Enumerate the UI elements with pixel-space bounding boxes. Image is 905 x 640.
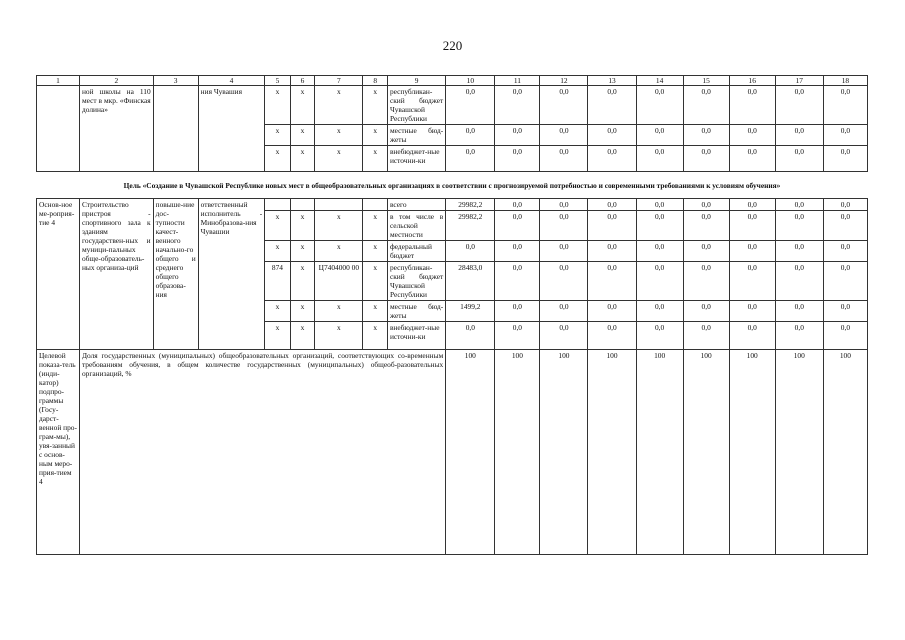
value-cell: 0,0 — [636, 301, 683, 322]
code-cell: x — [315, 146, 363, 172]
code-cell: x — [315, 211, 363, 241]
value-cell: 0,0 — [636, 322, 683, 350]
value-cell: 29982,2 — [446, 199, 495, 211]
value-cell: 0,0 — [588, 86, 636, 125]
code-cell: x — [315, 86, 363, 125]
value-cell: 0,0 — [446, 86, 495, 125]
code-cell: 874 — [265, 262, 291, 301]
code-cell: x — [363, 146, 388, 172]
value-cell: 0,0 — [683, 125, 729, 146]
value-cell: 100 — [823, 350, 867, 555]
value-cell: 0,0 — [683, 322, 729, 350]
header-cell: 14 — [636, 76, 683, 86]
indicator-row — [37, 350, 868, 555]
value-cell: 0,0 — [775, 241, 823, 262]
value-cell: 0,0 — [775, 211, 823, 241]
executor-cell: ответственный исполнитель - Минобразова-ния Чувашии — [198, 199, 265, 350]
value-cell: 0,0 — [823, 146, 867, 172]
table-row — [37, 86, 868, 125]
header-cell: 6 — [290, 76, 315, 86]
value-cell: 100 — [446, 350, 495, 555]
header-cell: 18 — [823, 76, 867, 86]
code-cell — [315, 199, 363, 211]
value-cell: 29982,2 — [446, 211, 495, 241]
value-cell: 0,0 — [823, 199, 867, 211]
code-cell: x — [290, 125, 315, 146]
value-cell: 0,0 — [729, 301, 775, 322]
value-cell: 0,0 — [729, 199, 775, 211]
value-cell: 0,0 — [540, 322, 588, 350]
value-cell: 0,0 — [775, 322, 823, 350]
value-cell: 0,0 — [588, 199, 636, 211]
value-cell: 1499,2 — [446, 301, 495, 322]
code-cell — [265, 199, 291, 211]
indicator-text: Доля государственных (муниципальных) общеобразовательных организаций, соответствующих со-временным требованиям обучения, в общем количестве государственных (муниципальных) общеоб-разовательных организаций, % — [79, 350, 445, 555]
goal-cell — [153, 86, 198, 172]
goal-cell: повыше-ние дос-тупности качест-венного начально-го общего и среднего общего образова-ния — [153, 199, 198, 350]
header-cell: 11 — [495, 76, 540, 86]
value-cell: 0,0 — [540, 211, 588, 241]
value-cell: 0,0 — [823, 211, 867, 241]
value-cell: 0,0 — [495, 211, 540, 241]
value-cell: 0,0 — [446, 125, 495, 146]
code-cell: x — [290, 322, 315, 350]
value-cell: 100 — [495, 350, 540, 555]
value-cell: 0,0 — [446, 322, 495, 350]
header-cell: 2 — [79, 76, 153, 86]
value-cell: 0,0 — [636, 211, 683, 241]
header-cell: 1 — [37, 76, 80, 86]
value-cell: 0,0 — [729, 241, 775, 262]
value-cell: 100 — [683, 350, 729, 555]
value-cell: 0,0 — [636, 146, 683, 172]
source-cell: внебюджет-ные источни-ки — [387, 146, 445, 172]
code-cell: x — [315, 125, 363, 146]
code-cell: x — [363, 301, 388, 322]
value-cell: 100 — [636, 350, 683, 555]
header-cell: 13 — [588, 76, 636, 86]
value-cell: 0,0 — [775, 199, 823, 211]
value-cell: 28483,0 — [446, 262, 495, 301]
header-row — [37, 76, 868, 86]
value-cell: 0,0 — [495, 199, 540, 211]
value-cell: 0,0 — [588, 125, 636, 146]
value-cell: 0,0 — [588, 301, 636, 322]
value-cell: 0,0 — [588, 241, 636, 262]
executor-cell: ния Чувашия — [198, 86, 265, 172]
source-cell: республикан-ский бюджет Чувашской Республики — [387, 86, 445, 125]
value-cell: 0,0 — [540, 125, 588, 146]
value-cell: 0,0 — [683, 199, 729, 211]
source-cell: всего — [387, 199, 445, 211]
code-cell: x — [315, 241, 363, 262]
code-cell: x — [363, 86, 388, 125]
value-cell: 0,0 — [540, 241, 588, 262]
code-cell: Ц7404000 00 — [315, 262, 363, 301]
value-cell: 0,0 — [729, 322, 775, 350]
value-cell: 0,0 — [729, 125, 775, 146]
value-cell: 0,0 — [823, 241, 867, 262]
header-cell: 5 — [265, 76, 291, 86]
value-cell: 0,0 — [683, 301, 729, 322]
value-cell: 0,0 — [588, 322, 636, 350]
value-cell: 0,0 — [495, 262, 540, 301]
code-cell: x — [315, 301, 363, 322]
code-cell: x — [265, 241, 291, 262]
value-cell: 0,0 — [446, 146, 495, 172]
budget-table — [36, 75, 868, 555]
measure-name: ной школы на 110 мест в мкр. «Финская долина» — [79, 86, 153, 172]
value-cell: 0,0 — [495, 146, 540, 172]
code-cell: x — [265, 125, 291, 146]
value-cell: 100 — [588, 350, 636, 555]
code-cell: x — [265, 322, 291, 350]
value-cell: 100 — [540, 350, 588, 555]
value-cell: 0,0 — [729, 86, 775, 125]
value-cell: 100 — [775, 350, 823, 555]
code-cell: x — [265, 86, 291, 125]
value-cell: 0,0 — [775, 262, 823, 301]
table-row — [37, 199, 868, 211]
value-cell: 0,0 — [588, 262, 636, 301]
value-cell: 0,0 — [495, 241, 540, 262]
source-cell: федеральный бюджет — [387, 241, 445, 262]
code-cell: x — [363, 322, 388, 350]
measure-name: Строительство пристроя - спортивного зала к зданиям государствен-ных и муници-пальных обще-образователь-ных организа-ций — [79, 199, 153, 350]
header-cell: 12 — [540, 76, 588, 86]
value-cell: 0,0 — [775, 146, 823, 172]
header-cell: 9 — [387, 76, 445, 86]
code-cell: x — [265, 301, 291, 322]
value-cell: 0,0 — [540, 199, 588, 211]
source-cell: местные бюд-жеты — [387, 301, 445, 322]
value-cell: 0,0 — [823, 322, 867, 350]
value-cell: 0,0 — [775, 125, 823, 146]
value-cell: 0,0 — [636, 86, 683, 125]
measure-cell — [37, 86, 80, 172]
code-cell: x — [363, 125, 388, 146]
code-cell — [290, 199, 315, 211]
value-cell: 0,0 — [636, 241, 683, 262]
code-cell — [363, 199, 388, 211]
goal-row — [37, 172, 868, 199]
value-cell: 0,0 — [495, 301, 540, 322]
value-cell: 100 — [729, 350, 775, 555]
value-cell: 0,0 — [729, 262, 775, 301]
code-cell: x — [290, 86, 315, 125]
value-cell: 0,0 — [683, 241, 729, 262]
code-cell: x — [265, 146, 291, 172]
measure-cell: Основ-ное ме-роприя-тие 4 — [37, 199, 80, 350]
value-cell: 0,0 — [823, 301, 867, 322]
value-cell: 0,0 — [495, 322, 540, 350]
source-cell: внебюджет-ные источни-ки — [387, 322, 445, 350]
value-cell: 0,0 — [540, 86, 588, 125]
goal-text: Цель «Создание в Чувашской Республике новых мест в общеобразовательных организациях в соответствии с прогнозируемой потребностью и современными требованиями к условиям обучения» — [37, 172, 868, 199]
header-cell: 15 — [683, 76, 729, 86]
value-cell: 0,0 — [540, 146, 588, 172]
header-cell: 16 — [729, 76, 775, 86]
value-cell: 0,0 — [495, 125, 540, 146]
code-cell: x — [290, 146, 315, 172]
value-cell: 0,0 — [495, 86, 540, 125]
source-cell: республикан-ский бюджет Чувашской Республики — [387, 262, 445, 301]
code-cell: x — [290, 262, 315, 301]
code-cell: x — [290, 301, 315, 322]
value-cell: 0,0 — [823, 125, 867, 146]
value-cell: 0,0 — [683, 262, 729, 301]
header-cell: 7 — [315, 76, 363, 86]
value-cell: 0,0 — [636, 262, 683, 301]
header-cell: 3 — [153, 76, 198, 86]
value-cell: 0,0 — [446, 241, 495, 262]
code-cell: x — [265, 211, 291, 241]
code-cell: x — [363, 211, 388, 241]
value-cell: 0,0 — [683, 146, 729, 172]
header-cell: 4 — [198, 76, 265, 86]
value-cell: 0,0 — [540, 262, 588, 301]
value-cell: 0,0 — [683, 86, 729, 125]
header-cell: 10 — [446, 76, 495, 86]
page-number: 220 — [442, 38, 463, 53]
value-cell: 0,0 — [636, 125, 683, 146]
value-cell: 0,0 — [636, 199, 683, 211]
value-cell: 0,0 — [775, 86, 823, 125]
value-cell: 0,0 — [823, 262, 867, 301]
value-cell: 0,0 — [823, 86, 867, 125]
code-cell: x — [315, 322, 363, 350]
value-cell: 0,0 — [729, 211, 775, 241]
code-cell: x — [363, 262, 388, 301]
header-cell: 17 — [775, 76, 823, 86]
value-cell: 0,0 — [775, 301, 823, 322]
code-cell: x — [290, 241, 315, 262]
indicator-label: Целевой показа-тель (инди-катор) подпро-граммы (Госу-дарст-венной про-грам-мы), увя-занный с основ-ным меро-прия-тием 4 — [37, 350, 80, 555]
value-cell: 0,0 — [729, 146, 775, 172]
value-cell: 0,0 — [588, 146, 636, 172]
source-cell: в том числе в сельской местности — [387, 211, 445, 241]
value-cell: 0,0 — [540, 301, 588, 322]
header-cell: 8 — [363, 76, 388, 86]
source-cell: местные бюд-жеты — [387, 125, 445, 146]
value-cell: 0,0 — [683, 211, 729, 241]
code-cell: x — [363, 241, 388, 262]
value-cell: 0,0 — [588, 211, 636, 241]
code-cell: x — [290, 211, 315, 241]
